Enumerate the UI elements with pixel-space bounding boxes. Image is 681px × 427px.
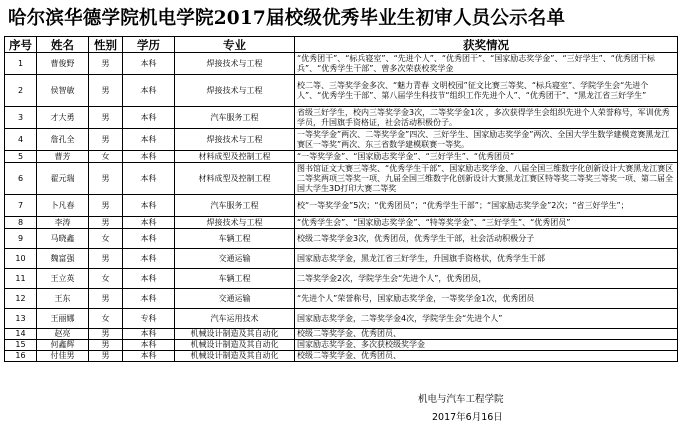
table-row	[5, 107, 678, 129]
table-row	[5, 163, 678, 195]
cell-major: 车辆工程	[175, 229, 295, 249]
table-row	[5, 53, 678, 75]
cell-name: 曹芳	[37, 151, 89, 163]
cell-education: 本科	[123, 249, 175, 269]
cell-no: 8	[5, 217, 37, 229]
cell-education: 本科	[123, 75, 175, 107]
cell-no: 14	[5, 329, 37, 340]
cell-awards: 国家励志奖学金、多次获校级奖学金	[295, 340, 678, 351]
table-row	[5, 195, 678, 217]
cell-major: 汽车运用技术	[175, 309, 295, 329]
cell-major: 焊接技术与工程	[175, 75, 295, 107]
cell-no: 4	[5, 129, 37, 151]
cell-education: 本科	[123, 129, 175, 151]
table-row	[5, 351, 678, 362]
table-row	[5, 340, 678, 351]
cell-education: 专科	[123, 309, 175, 329]
cell-major: 汽车服务工程	[175, 107, 295, 129]
cell-major: 机械设计制造及其自动化	[175, 351, 295, 362]
cell-name: 侯智敏	[37, 75, 89, 107]
cell-name: 卜凡春	[37, 195, 89, 217]
cell-major: 机械设计制造及其自动化	[175, 329, 295, 340]
cell-gender: 男	[89, 249, 123, 269]
cell-no: 16	[5, 351, 37, 362]
cell-gender: 男	[89, 329, 123, 340]
cell-gender: 男	[89, 129, 123, 151]
cell-awards: 校二等、三等奖学金多次、“魅力青春 文明校园”征文比赛三等奖、“标兵寝室”、学院学生会“先进个人”、“优秀学生干部”、第八届学生科技节“组织工作先进个人”、“优秀团干”、“黑龙江省三好学生”	[295, 75, 678, 107]
cell-awards: “优秀团干”、“标兵寝室”、“先进个人”、“优秀团干”、“国家励志奖学金”、“三好学生”、“优秀团干标兵”、“优秀学生干部”、曾多次荣获校奖学金	[295, 53, 678, 75]
table-row	[5, 151, 678, 163]
cell-name: 才大勇	[37, 107, 89, 129]
nominee-table	[4, 36, 678, 362]
footer-date: 2017年6月16日	[432, 412, 503, 423]
cell-gender: 男	[89, 351, 123, 362]
cell-awards: “一等奖学金”、“国家励志奖学金”、“三好学生”、“优秀团员”	[295, 151, 678, 163]
cell-major: 焊接技术与工程	[175, 217, 295, 229]
cell-no: 15	[5, 340, 37, 351]
table-row	[5, 217, 678, 229]
table-row	[5, 269, 678, 289]
cell-major: 材料成型及控制工程	[175, 151, 295, 163]
cell-name: 李涛	[37, 217, 89, 229]
cell-major: 车辆工程	[175, 269, 295, 289]
table-row	[5, 75, 678, 107]
cell-education: 本科	[123, 53, 175, 75]
cell-education: 本科	[123, 329, 175, 340]
cell-no: 6	[5, 163, 37, 195]
cell-awards: 省级三好学生，校内三等奖学金3次，二等奖学金1次 ，多次获得学生会组织先进个人荣誉称号，军训优秀学员，升国旗手资格证，社会活动积极份子。	[295, 107, 678, 129]
cell-education: 本科	[123, 151, 175, 163]
cell-awards: 校级二等奖学金、优秀团员、	[295, 329, 678, 340]
cell-name: 付佳男	[37, 351, 89, 362]
cell-no: 1	[5, 53, 37, 75]
cell-name: 魏富强	[37, 249, 89, 269]
cell-no: 13	[5, 309, 37, 329]
header-awards: 获奖情况	[295, 37, 678, 53]
cell-name: 曹俊野	[37, 53, 89, 75]
cell-major: 机械设计制造及其自动化	[175, 340, 295, 351]
cell-education: 本科	[123, 163, 175, 195]
header-gender: 性别	[89, 37, 123, 53]
cell-gender: 男	[89, 107, 123, 129]
cell-no: 10	[5, 249, 37, 269]
cell-name: 王东	[37, 289, 89, 309]
header-name: 姓名	[37, 37, 89, 53]
table-row	[5, 329, 678, 340]
cell-no: 5	[5, 151, 37, 163]
cell-awards: “优秀学生会”、“国家励志奖学金”、“特等奖学金”、“三好学生”、“优秀团员”	[295, 217, 678, 229]
cell-name: 王立英	[37, 269, 89, 289]
header-education: 学历	[123, 37, 175, 53]
cell-no: 3	[5, 107, 37, 129]
cell-gender: 男	[89, 195, 123, 217]
cell-awards: 一等奖学金”两次、二等奖学金”四次、三好学生、国家励志奖学金”两次、全国大学生数学建模竞赛黑龙江赛区一等奖”两次、东三省数学建模联赛一等奖。	[295, 129, 678, 151]
header-no: 序号	[5, 37, 37, 53]
cell-education: 本科	[123, 229, 175, 249]
header-major: 专业	[175, 37, 295, 53]
cell-gender: 男	[89, 75, 123, 107]
footer-organization: 机电与汽车工程学院	[418, 394, 504, 405]
table-row	[5, 229, 678, 249]
cell-education: 本科	[123, 289, 175, 309]
table-row	[5, 309, 678, 329]
cell-awards: 国家励志奖学金，黑龙江省三好学生，升国旗手资格状，优秀学生干部	[295, 249, 678, 269]
cell-name: 赵亮	[37, 329, 89, 340]
cell-gender: 男	[89, 53, 123, 75]
cell-gender: 男	[89, 340, 123, 351]
cell-major: 交通运输	[175, 289, 295, 309]
cell-education: 本科	[123, 340, 175, 351]
cell-major: 交通运输	[175, 249, 295, 269]
cell-gender: 女	[89, 309, 123, 329]
table-body	[5, 53, 678, 362]
cell-gender: 女	[89, 269, 123, 289]
cell-awards: 校级二等奖学金3次，优秀团员，优秀学生干部，社会活动积极分子	[295, 229, 678, 249]
cell-education: 本科	[123, 107, 175, 129]
cell-awards: 国家励志奖学金，二等奖学金4次，学院学生会“先进个人”	[295, 309, 678, 329]
cell-gender: 男	[89, 289, 123, 309]
cell-name: 马晓鑫	[37, 229, 89, 249]
table-row	[5, 289, 678, 309]
table-header-row	[5, 37, 678, 53]
cell-no: 2	[5, 75, 37, 107]
cell-education: 本科	[123, 269, 175, 289]
cell-major: 焊接技术与工程	[175, 53, 295, 75]
cell-name: 何鑫辉	[37, 340, 89, 351]
cell-awards: 校级二等奖学金、优秀团员、	[295, 351, 678, 362]
cell-gender: 女	[89, 151, 123, 163]
cell-major: 焊接技术与工程	[175, 129, 295, 151]
cell-awards: “先进个人”荣誉称号，国家励志奖学金，一等奖学金1次，优秀团员	[295, 289, 678, 309]
cell-name: 翟元瑞	[37, 163, 89, 195]
cell-no: 11	[5, 269, 37, 289]
cell-gender: 男	[89, 217, 123, 229]
cell-name: 詹孔全	[37, 129, 89, 151]
cell-major: 汽车服务工程	[175, 195, 295, 217]
cell-education: 本科	[123, 195, 175, 217]
table-row	[5, 129, 678, 151]
cell-major: 材料成型及控制工程	[175, 163, 295, 195]
cell-gender: 女	[89, 229, 123, 249]
cell-awards: 二等奖学金2次，学院学生会“先进个人”，优秀团员，	[295, 269, 678, 289]
cell-gender: 男	[89, 163, 123, 195]
document-title: 哈尔滨华德学院机电学院2017届校级优秀毕业生初审人员公示名单	[8, 8, 566, 29]
cell-no: 12	[5, 289, 37, 309]
cell-education: 本科	[123, 217, 175, 229]
cell-awards: 校“一等奖学金”5次；“优秀团员”；“优秀学生干部”；“国家励志奖学金”2次；“省三好学生”；	[295, 195, 678, 217]
cell-name: 王丽娜	[37, 309, 89, 329]
cell-no: 7	[5, 195, 37, 217]
table-row	[5, 249, 678, 269]
cell-education: 本科	[123, 351, 175, 362]
cell-no: 9	[5, 229, 37, 249]
cell-awards: 图书馆证文大赛三等奖、“优秀学生干部”、国家励志奖学金、八届全国三维数字化创新设计大赛黑龙江赛区二等奖两项三等奖一项、九届全国三维数字化创新设计大赛黑龙江赛区特等奖二等奖三等奖一项、第二届全国大学生3D打印大赛二等奖	[295, 163, 678, 195]
